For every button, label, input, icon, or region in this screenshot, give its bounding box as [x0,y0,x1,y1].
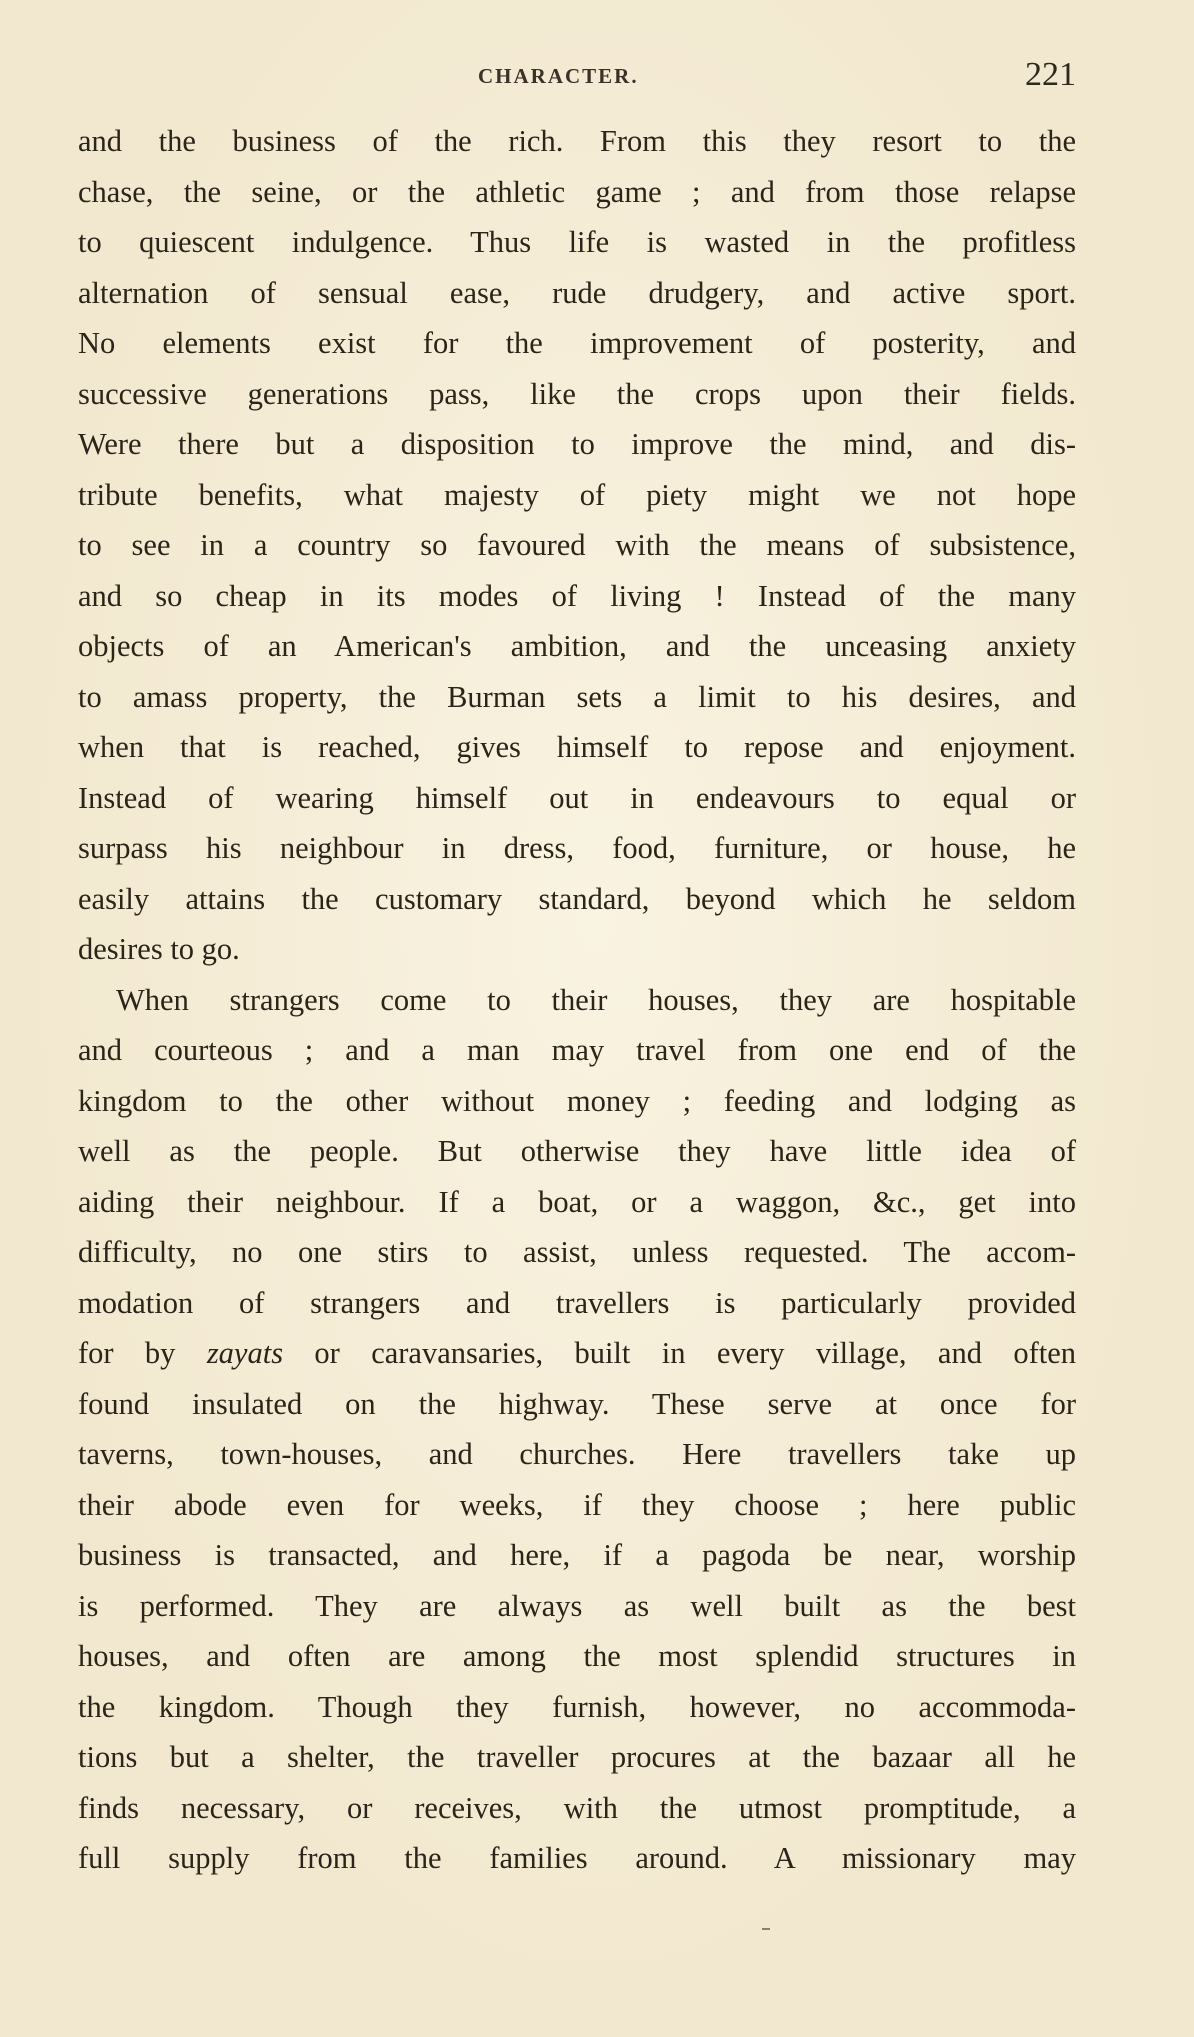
running-head [78,56,1076,96]
text-line: and courteous ; and a man may travel from one end of the [78,1033,1076,1067]
text-line: when that is reached, gives himself to repose and enjoyment. [78,730,1076,764]
text-line: full supply from the families around. A missionary may [78,1841,1076,1875]
text-line: surpass his neighbour in dress, food, furniture, or house, he [78,831,1076,865]
running-title: CHARACTER. [478,64,639,88]
text-line: difficulty, no one stirs to assist, unless requested. The accom- [78,1235,1076,1269]
text-line: is performed. They are always as well built as the best [78,1588,1076,1623]
text-line: their abode even for weeks, if they choose ; here public [78,1487,1076,1522]
text-line: tribute benefits, what majesty of piety might we not hope [78,477,1076,512]
text-line: finds necessary, or receives, with the utmost promptitude, a [78,1790,1076,1825]
text-line: No elements exist for the improvement of posterity, and [78,326,1076,360]
text-line: modation of strangers and travellers is particularly provided [78,1285,1076,1320]
print-mark [762,1928,770,1930]
italic-term: zayats [206,1336,284,1370]
text-line: found insulated on the highway. These serve at once for [78,1386,1076,1421]
text-line: easily attains the customary standard, beyond which he seldom [78,881,1076,916]
text-line: alternation of sensual ease, rude drudgery, and active sport. [78,275,1076,310]
paragraph-end-line: desires to go. [78,932,240,966]
body-text [78,116,1076,1884]
text-line: and the business of the rich. From this they resort to the [78,124,1076,158]
text-line: tions but a shelter, the traveller procures at the bazaar all he [78,1740,1076,1774]
text-line: business is transacted, and here, if a pagoda be near, worship [78,1538,1076,1572]
text-line: houses, and often are among the most splendid structures in [78,1639,1076,1673]
text-line: well as the people. But otherwise they have little idea of [78,1134,1076,1168]
text-line: to amass property, the Burman sets a limit to his desires, and [78,679,1076,714]
text-line: and so cheap in its modes of living ! Instead of the many [78,578,1076,613]
text-line: aiding their neighbour. If a boat, or a waggon, &c., get into [78,1184,1076,1219]
text-line: to quiescent indulgence. Thus life is wasted in the profitless [78,225,1076,259]
text-line: objects of an American's ambition, and the unceasing anxiety [78,629,1076,663]
text-line: Were there but a disposition to improve the mind, and dis- [78,427,1076,461]
text-line: taverns, town-houses, and churches. Here travellers take up [78,1437,1076,1471]
text-line: the kingdom. Though they furnish, however, no accommoda- [78,1689,1076,1724]
page-number: 221 [1025,56,1076,93]
text-line: successive generations pass, like the crops upon their fields. [78,376,1076,411]
text-line: for by zayats or caravansaries, built in every village, and often [78,1336,1076,1370]
paragraph-start-line: When strangers come to their houses, they are hospitable [116,982,1076,1017]
text-line: chase, the seine, or the athletic game ; and from those relapse [78,174,1076,209]
text-line: kingdom to the other without money ; feeding and lodging as [78,1083,1076,1118]
text-line: Instead of wearing himself out in endeavours to equal or [78,780,1076,815]
text-line: to see in a country so favoured with the means of subsistence, [78,528,1076,562]
